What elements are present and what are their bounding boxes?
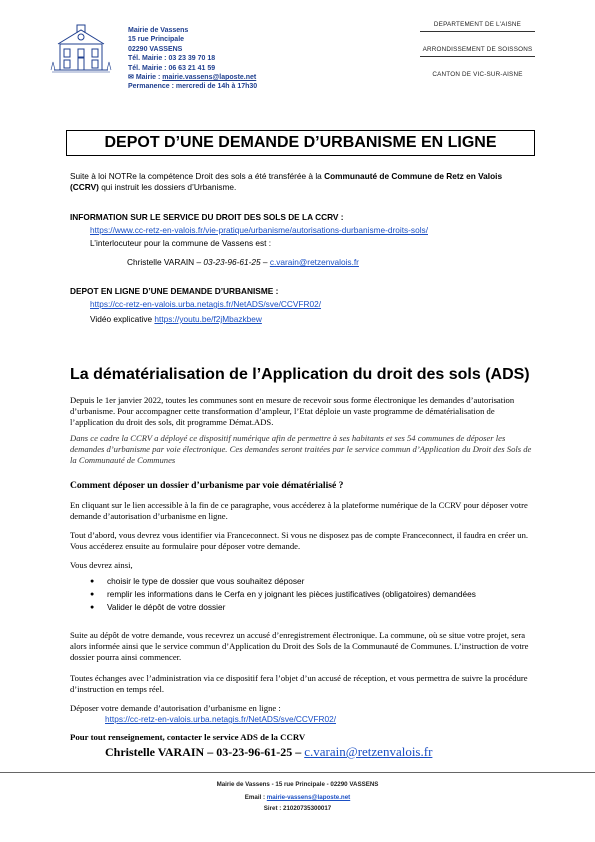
section-heading: La dématérialisation de l’Application du droit des sols (ADS): [70, 366, 530, 383]
bullet-icon: ●: [90, 578, 95, 585]
mairie-email-link[interactable]: mairie.vassens@laposte.net: [162, 74, 257, 82]
contact-name: Christelle VARAIN –: [127, 257, 204, 267]
canton-label: CANTON DE VIC-SUR-AISNE: [432, 71, 523, 78]
section-paragraph-6: Suite au dépôt de votre demande, vous recevrez un accusé d’enregistrement électronique. La commune, où se situe votre projet, sera alors informée ainsi que le service commun d’Application du Droit des Sols de la Communauté de Communes. L’instruction de votre dossier pourra ainsi commencer.: [70, 630, 529, 662]
video-link[interactable]: https://youtu.be/f2jMbazkbew: [154, 314, 262, 324]
contact-phone: 03-23-96-61-25: [203, 257, 261, 267]
mairie-permanence: Permanence : mercredi de 14h à 17h30: [128, 83, 258, 91]
divider: [420, 56, 535, 57]
intro-ccrv: Communauté de Commune de Retz en Valois (CCRV): [70, 171, 503, 192]
section-paragraph-8: Déposer votre demande d’autorisation d’urbanisme en ligne :: [70, 703, 281, 713]
mairie-email-line: [128, 73, 257, 82]
list-item: [90, 588, 476, 601]
department-label: DEPARTEMENT DE L'AISNE: [433, 21, 522, 28]
list-item-text: choisir le type de dossier que vous souhaitez déposer: [107, 576, 305, 586]
mairie-contact-block: [128, 26, 257, 92]
contact-email-link[interactable]: c.varain@retzenvalois.fr: [269, 257, 359, 267]
section-paragraph-2: Dans ce cadre la CCRV a déployé ce dispositif numérique afin de permettre à ses habitants et ses 54 communes de déposer les demandes d’urbanisme par voie électronique. Ces demandes seront traitées par le service commun d’Application du Droit des Sols de la Communauté de Communes: [70, 433, 532, 465]
page-title: DEPOT D’UNE DEMANDE D’URBANISME EN LIGNE: [66, 130, 535, 156]
steps-list: [90, 575, 476, 614]
section-paragraph-5: Vous devrez ainsi,: [70, 560, 133, 570]
list-item: [90, 575, 476, 588]
section-subheading: Comment déposer un dossier d’urbanisme par voie dématérialisé ?: [70, 480, 344, 491]
intro-paragraph: [70, 171, 530, 193]
footer-email-link[interactable]: mairie-vassens@laposte.net: [266, 794, 351, 801]
footer-email-line: [0, 793, 595, 803]
video-line: [90, 314, 262, 325]
contact-footer-text: Christelle VARAIN – 03-23-96-61-25 –: [105, 745, 305, 759]
bullet-icon: ●: [90, 604, 95, 611]
footer-divider: [0, 772, 595, 773]
contact-footer-email[interactable]: c.varain@retzenvalois.fr: [304, 744, 433, 759]
interlocuteur-text: L’interlocuteur pour la commune de Vassens est :: [90, 238, 272, 248]
intro-text-end: qui instruit les dossiers d’Urbanisme.: [98, 182, 237, 192]
mairie-phone-2: Tél. Mairie : 06 63 21 41 59: [128, 64, 216, 72]
footer-email-label: Email :: [244, 794, 267, 801]
footer-address: Mairie de Vassens - 15 rue Principale - 02290 VASSENS: [216, 781, 379, 788]
divider: [420, 31, 535, 32]
video-label: Vidéo explicative: [90, 314, 155, 324]
info-link[interactable]: https://www.cc-retz-en-valois.fr/vie-pratique/urbanisme/autorisations-durbanisme-droits-sols/: [90, 225, 428, 235]
list-item-text: Valider le dépôt de votre dossier: [107, 602, 226, 612]
mairie-email-prefix: Mairie :: [135, 74, 163, 82]
intro-text: Suite à loi NOTRe la compétence Droit des sols a été transférée à la: [70, 171, 325, 181]
section-paragraph-3: En cliquant sur le lien accessible à la fin de ce paragraphe, vous accéderez à la plateforme numérique de la CCRV pour déposer votre demande d’autorisation d’urbanisme en ligne.: [70, 500, 528, 521]
contact-heading: Pour tout renseignement, contacter le service ADS de la CCRV: [70, 732, 306, 742]
info-heading: INFORMATION SUR LE SERVICE DU DROIT DES SOLS DE LA CCRV :: [70, 212, 344, 222]
mairie-phone-1: Tél. Mairie : 03 23 39 70 18: [128, 55, 216, 63]
list-item-text: remplir les informations dans le Cerfa en y joignant les pièces justificatives (obligatoires) demandées: [107, 589, 476, 599]
section-paragraph-4: Tout d’abord, vous devrez vous identifier via Franceconnect. Si vous ne disposez pas de compte Franceconnect, il faudra en créer un. Vous accéderez ensuite au formulaire pour déposer votre demande.: [70, 530, 529, 551]
mairie-name: Mairie de Vassens: [128, 27, 189, 34]
footer-siret: Siret : 21020735300017: [263, 805, 332, 812]
list-item: [90, 601, 476, 614]
bullet-icon: ●: [90, 591, 95, 598]
contact-sep: –: [260, 257, 270, 267]
mairie-address-1: 15 rue Principale: [128, 36, 185, 44]
town-hall-logo: [50, 22, 112, 74]
depot-heading: DEPOT EN LIGNE D’UNE DEMANDE D’URBANISME :: [70, 286, 279, 296]
depot-link-2[interactable]: https://cc-retz-en-valois.urba.netagis.fr/NetADS/sve/CCVFR02/: [105, 714, 337, 724]
mail-icon: ✉: [128, 74, 136, 82]
contact-footer-line: [105, 744, 432, 760]
mairie-address-2: 02290 VASSENS: [128, 45, 183, 53]
depot-link[interactable]: https://cc-retz-en-valois.urba.netagis.fr/NetADS/sve/CCVFR02/: [90, 299, 322, 309]
section-paragraph-7: Toutes échanges avec l’administration via ce dispositif fera l’objet d’un accusé de réception, et vous permettra de suivre la procédure d’instruction en temps réel.: [70, 673, 528, 694]
contact-line: [127, 257, 359, 268]
arrondissement-label: ARRONDISSEMENT DE SOISSONS: [422, 46, 533, 53]
section-paragraph-1: Depuis le 1er janvier 2022, toutes les communes sont en mesure de recevoir sous forme électronique les demandes d’autorisation d’urbanisme. Pour accompagner cette transformation d’ampleur, l’Etat déploie un vaste programme de dématérialisation de l’application du droit des sols, dit programme Démat.ADS.: [70, 395, 515, 427]
